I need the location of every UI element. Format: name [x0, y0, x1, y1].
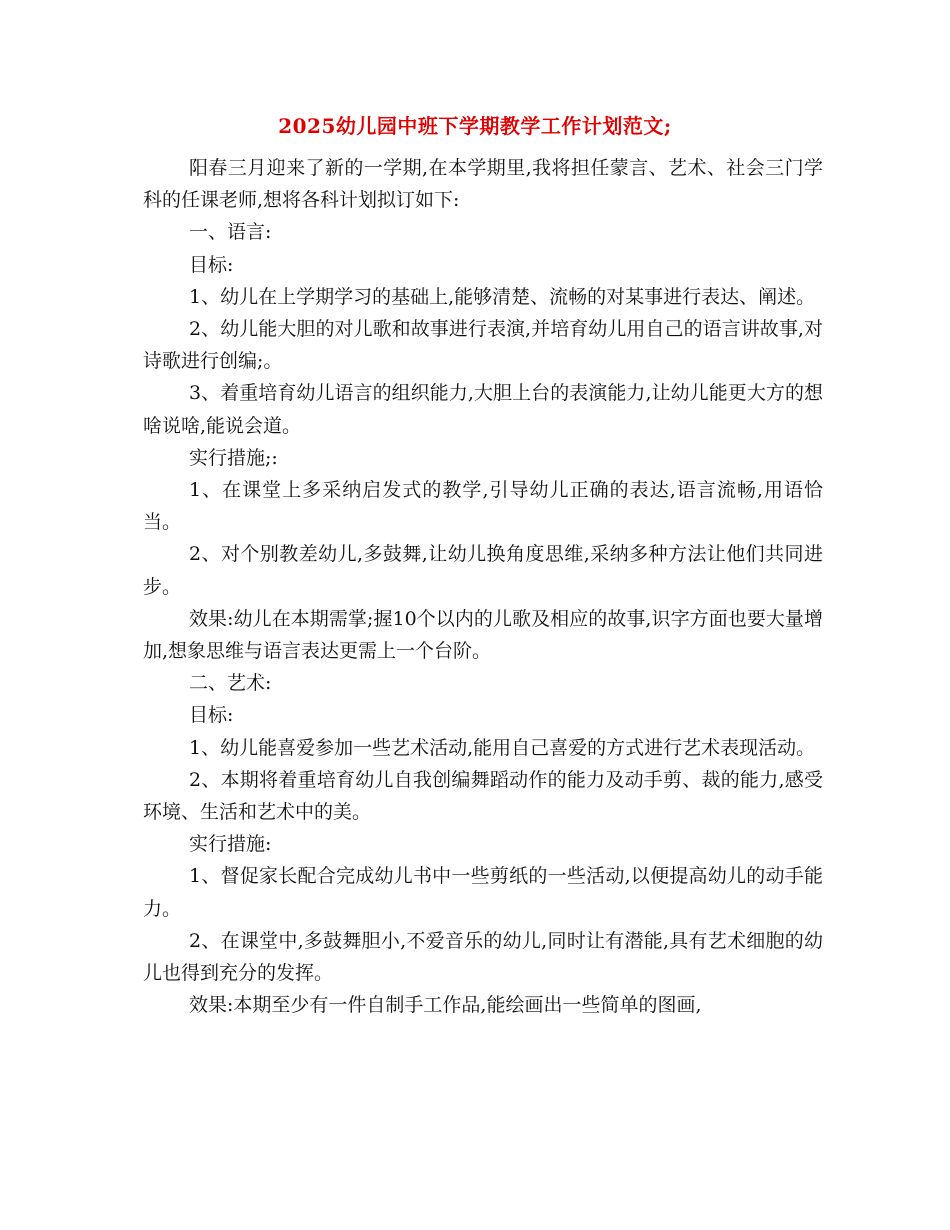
paragraph: 阳春三月迎来了新的一学期,在本学期里,我将担任蒙言、艺术、社会三门学科的任课老师,想将各科计划拟订如下:	[143, 157, 823, 212]
document-body	[143, 152, 823, 1021]
paragraph: 2、本期将着重培育幼儿自我创编舞蹈动作的能力及动手剪、裁的能力,感受环境、生活和艺术中的美。	[143, 768, 823, 824]
paragraph: 2、在课堂中,多鼓舞胆小,不爱音乐的幼儿,同时让有潜能,具有艺术细胞的幼儿也得到充分的发挥。	[143, 929, 823, 985]
paragraph: 1、督促家长配合完成幼儿书中一些剪纸的一些活动,以便提高幼儿的动手能力。	[143, 865, 823, 920]
subheading: 实行措施:	[189, 833, 272, 856]
section-heading: 一、语言:	[189, 221, 272, 244]
paragraph: 1、幼儿能喜爱参加一些艺术活动,能用自己喜爱的方式进行艺术表现活动。	[189, 736, 816, 759]
paragraph: 1、在课堂上多采纳启发式的教学,引导幼儿正确的表达,语言流畅,用语恰当。	[143, 479, 823, 534]
document-title: 2025幼儿园中班下学期教学工作计划范文;	[278, 114, 672, 138]
paragraph: 效果:幼儿在本期需掌;握10个以内的儿歌及相应的故事,识字方面也要大量增加,想象思维与语言表达更需上一个台阶。	[143, 607, 823, 663]
paragraph: 2、对个别教差幼儿,多鼓舞,让幼儿换角度思维,采纳多种方法让他们共同进步。	[143, 543, 823, 598]
subheading: 实行措施;:	[189, 446, 278, 469]
section-heading: 二、艺术:	[189, 672, 272, 695]
paragraph: 效果:本期至少有一件自制手工作品,能绘画出一些简单的图画,	[189, 994, 702, 1017]
paragraph: 1、幼儿在上学期学习的基础上,能够清楚、流畅的对某事进行表达、阐述。	[189, 285, 816, 308]
paragraph: 3、着重培育幼儿语言的组织能力,大胆上台的表演能力,让幼儿能更大方的想啥说啥,能说会道。	[143, 382, 823, 437]
subheading: 目标:	[189, 704, 234, 727]
subheading: 目标:	[189, 253, 234, 276]
paragraph: 2、幼儿能大胆的对儿歌和故事进行表演,并培育幼儿用自己的语言讲故事,对诗歌进行创编;。	[143, 318, 823, 373]
